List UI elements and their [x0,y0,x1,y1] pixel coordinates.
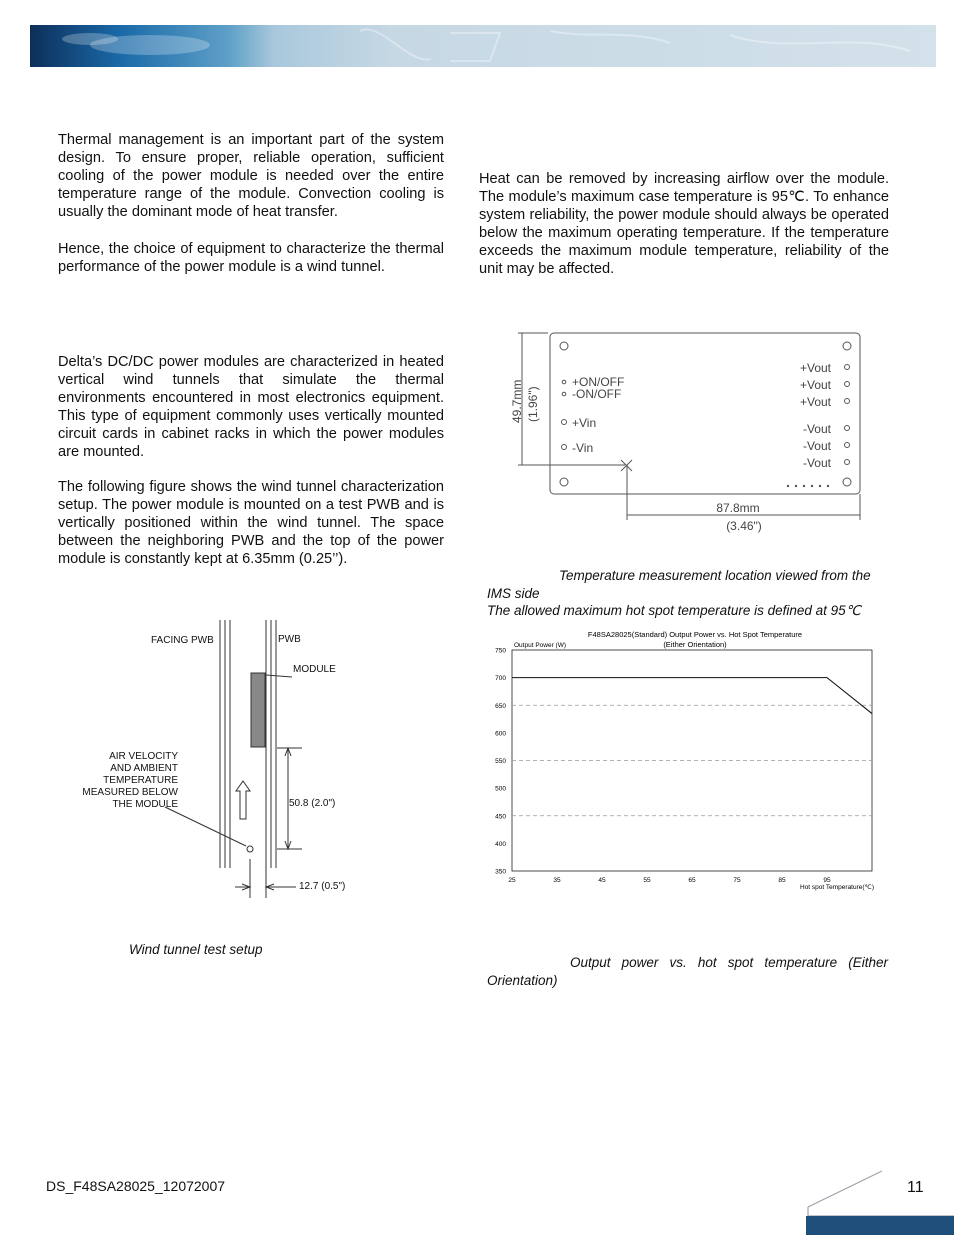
x-tick-label: 45 [598,877,606,884]
label-line: THE MODULE [112,799,178,810]
plot-area [512,650,872,871]
paragraph-setup-description: The following figure shows the wind tunnel characterization setup. The power module is mounted on a test PWB and is vertically positioned within the wind tunnel. The space between the neighboring PWB and the top of the power module is constantly kept at 6.35mm (0.25’’). [58,479,444,567]
pin-icon [562,420,567,425]
airflow-arrow-icon [236,781,250,819]
paragraph-thermal-management: Thermal management is an important part of the system design. To ensure proper, reliable operation, sufficient cooling of the power module is needed over the entire temperature range of the module. Convection cooling is usually the dominant mode of heat transfer. [58,132,444,220]
pin-icon [845,399,850,404]
output-power-chart [480,625,880,895]
pin-label-on-off-pos: +ON/OFF [572,375,625,389]
x-tick-label: 75 [733,877,741,884]
pin-icon [845,365,850,370]
label-air-velocity [70,751,178,811]
pin-row [787,485,829,487]
mounting-hole-icon [843,342,851,350]
chart-subtitle: (Either Orientation) [663,640,727,649]
pin-label-vout-neg: -Vout [802,422,831,436]
banner-graphic [30,25,936,67]
x-tick-label: 95 [823,877,831,884]
pin-label-vin-pos: +Vin [572,416,597,430]
x-tick-label: 55 [643,877,651,884]
pin-label-vout-neg: -Vout [802,456,831,470]
pin-icon [845,382,850,387]
module-shape [251,673,265,747]
y-tick-label: 400 [495,840,506,848]
paragraph-delta-characterization: Delta’s DC/DC power modules are characterized in heated vertical wind tunnels that simulate the thermal environments encountered in most electronics equipment. This type of equipment commonly uses vertically mounted circuit cards in cabinet racks in which the power modules are mounted. [58,354,444,460]
chart-y-label: Output Power (W) [514,642,567,649]
pin-icon [845,460,850,465]
paragraph-wind-tunnel-choice: Hence, the choice of equipment to characterize the thermal performance of the power module is a wind tunnel. [58,241,444,275]
caption-wind-tunnel: Wind tunnel test setup [129,942,263,957]
caption-power-chart: Output power vs. hot spot temperature (Either Orientation) [487,955,888,988]
y-tick-label: 550 [495,758,506,765]
series-line [512,678,872,714]
y-tick-label: 450 [495,813,506,821]
pin-icon [845,443,850,448]
label-width-mm: 87.8mm [716,501,760,515]
pin-icon [845,426,850,431]
pin-label-vout-neg: -Vout [802,439,831,453]
label-width-in: (3.46") [726,519,762,533]
x-tick-label: 25 [508,877,516,884]
pin-label-vout-pos: +Vout [799,395,831,409]
header-banner [30,25,936,67]
pin-label-vout-pos: +Vout [799,361,831,375]
x-tick-label: 35 [553,877,561,884]
mounting-hole-icon [560,478,568,486]
page-number: 11 [907,1179,924,1196]
caption-measurement-location: Temperature measurement location viewed from the IMS side [487,568,871,601]
label-line: AND AMBIENT [110,763,178,774]
x-tick-label: 65 [688,877,696,884]
pin-icon [562,392,566,396]
label-line: MEASURED BELOW [82,787,178,798]
chart-title: F48SA28025(Standard) Output Power vs. Hot Spot Temperature [587,630,803,639]
y-tick-label: 650 [495,702,506,710]
doc-id: DS_F48SA28025_12072007 [46,1178,226,1194]
y-tick-label: 500 [495,785,506,793]
module-outline-diagram [500,325,870,540]
y-tick-label: 350 [495,868,506,876]
paragraph-heat-removal: Heat can be removed by increasing airflow over the module. The module’s maximum case temperature is 95℃. To enhance system reliability, the power module should always be operated below the maximum operating temperature. If the temperature exceeds the maximum module temperature, reliability of the unit may be affected. [479,171,889,277]
label-facing-pwb: FACING PWB [151,635,214,646]
footer-graphic [800,1165,954,1235]
x-tick-label: 85 [778,877,786,884]
caption-max-hot-spot: The allowed maximum hot spot temperature is defined at 95℃ [487,603,861,618]
label-line: AIR VELOCITY [109,751,178,762]
pin-icon [562,445,567,450]
label-dim-horizontal: 12.7 (0.5") [299,881,346,892]
label-height-in: (1.96") [526,386,540,422]
mounting-hole-icon [843,478,851,486]
label-pwb: PWB [278,634,301,645]
pin-label-on-off-neg: -ON/OFF [572,387,622,401]
chart-x-label: Hot spot Temperature(℃) [800,884,875,891]
measurement-leader [165,807,246,846]
pin-icon [562,380,566,384]
module-leader [266,675,292,677]
label-height-mm: 49.7mm [510,379,524,423]
y-tick-label: 750 [495,647,506,655]
measurement-point-icon [247,846,253,852]
label-module: MODULE [293,664,336,675]
label-line: TEMPERATURE [103,775,178,786]
pin-label-vin-neg: -Vin [572,441,594,455]
mounting-hole-icon [560,342,568,350]
label-dim-vertical: 50.8 (2.0") [289,798,336,809]
y-tick-label: 600 [495,730,506,738]
y-tick-label: 700 [495,675,506,683]
pin-label-vout-pos: +Vout [799,378,831,392]
